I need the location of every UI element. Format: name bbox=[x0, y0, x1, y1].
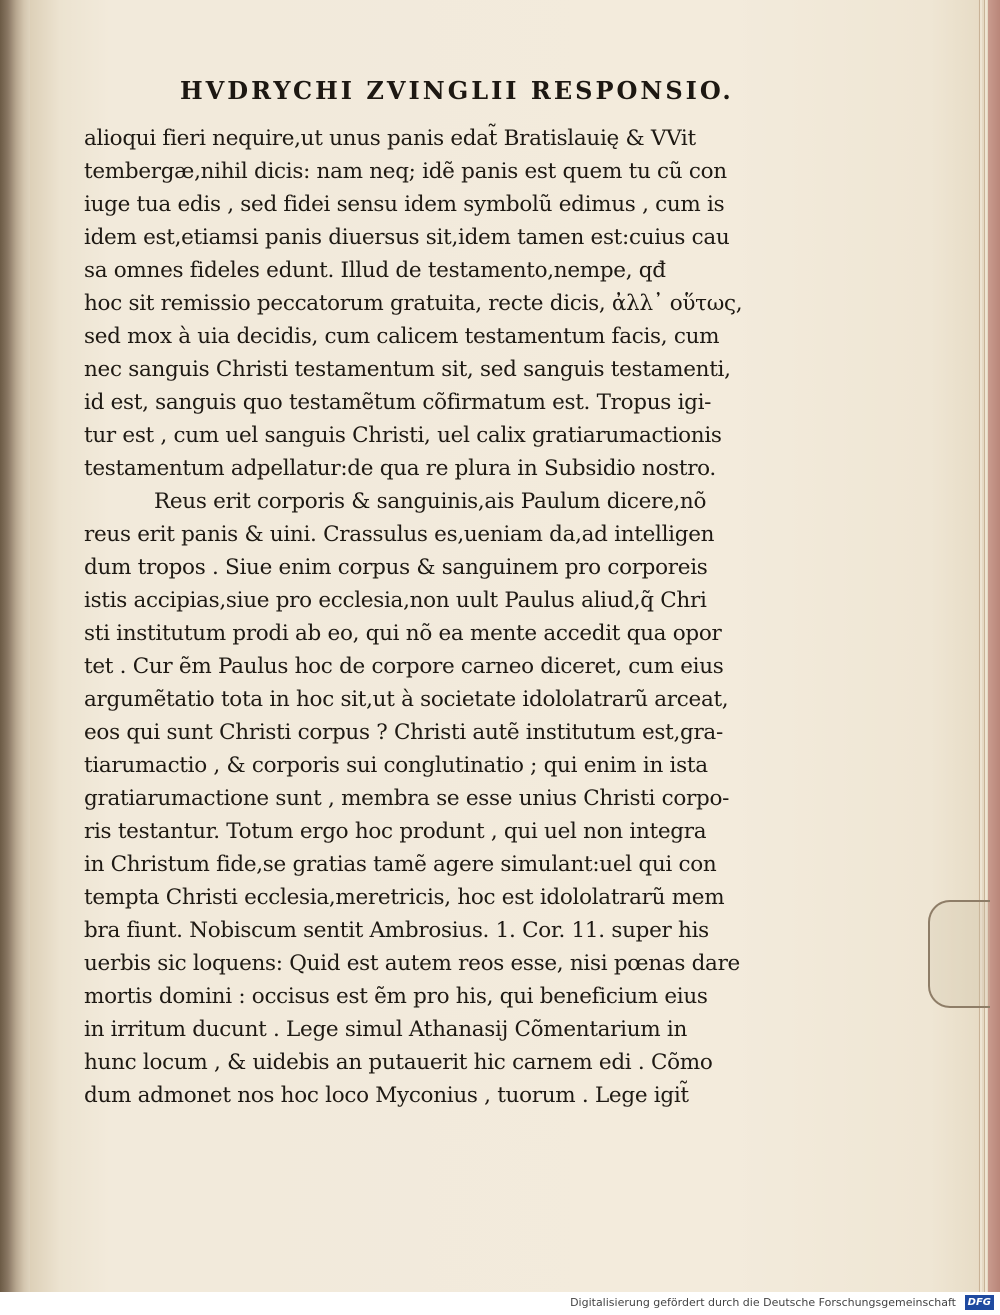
text-line: tet . Cur ẽm Paulus hoc de corpore carneo diceret, cum eius bbox=[84, 654, 724, 679]
text-line: idem est,etiamsi panis diuersus sit,idem tamen est:cuius cau bbox=[84, 225, 730, 250]
text-line: mortis domini : occisus est ẽm pro his, qui beneficium eius bbox=[84, 984, 708, 1009]
book-cover-edge bbox=[988, 0, 1000, 1292]
text-line: in Christum fide,se gratias tamẽ agere simulant:uel qui con bbox=[84, 852, 717, 877]
dfg-logo: DFG bbox=[965, 1295, 994, 1310]
text-line: nec sanguis Christi testamentum sit, sed sanguis testamenti, bbox=[84, 357, 731, 382]
text-line: gratiarumactione sunt , membra se esse unius Christi corpo- bbox=[84, 786, 730, 811]
text-line: iuge tua edis , sed fidei sensu idem symbolũ edimus , cum is bbox=[84, 192, 725, 217]
text-line: tiarumactio , & corporis sui conglutinatio ; qui enim in ista bbox=[84, 753, 708, 778]
text-line: eos qui sunt Christi corpus ? Christi autẽ institutum est,gra- bbox=[84, 720, 723, 745]
text-line: argumẽtatio tota in hoc sit,ut à societate idololatrarũ arceat, bbox=[84, 687, 729, 712]
text-line: reus erit panis & uini. Crassulus es,ueniam da,ad intelligen bbox=[84, 522, 715, 547]
text-line: bra fiunt. Nobiscum sentit Ambrosius. 1. Cor. 11. super his bbox=[84, 918, 709, 943]
text-line: istis accipias,siue pro ecclesia,non uult Paulus aliud,q̃ Chri bbox=[84, 588, 707, 613]
running-head: HVDRYCHI ZVINGLII RESPONSIO. bbox=[180, 76, 734, 105]
text-line: tembergæ,nihil dicis: nam neq; idẽ panis est quem tu cũ con bbox=[84, 159, 727, 184]
text-line: Reus erit corporis & sanguinis,ais Paulum dicere,nõ bbox=[154, 489, 707, 514]
footer-credit: Digitalisierung gefördert durch die Deutsche Forschungsgemeinschaft bbox=[570, 1296, 956, 1309]
text-line: sed mox à uia decidis, cum calicem testamentum facis, cum bbox=[84, 324, 720, 349]
text-line: dum tropos . Siue enim corpus & sanguinem pro corporeis bbox=[84, 555, 708, 580]
book-spine bbox=[0, 0, 34, 1292]
text-line: hoc sit remissio peccatorum gratuita, recte dicis, ἀλλ᾽ οὕτως, bbox=[84, 291, 743, 316]
text-line: tempta Christi ecclesia,meretricis, hoc est idololatrarũ mem bbox=[84, 885, 725, 910]
text-line: in irritum ducunt . Lege simul Athanasij Cõmentarium in bbox=[84, 1017, 688, 1042]
text-line: testamentum adpellatur:de qua re plura in Subsidio nostro. bbox=[84, 456, 716, 481]
text-line: ris testantur. Totum ergo hoc produnt , qui uel non integra bbox=[84, 819, 707, 844]
book-clasp bbox=[928, 900, 990, 1008]
text-line: sti institutum prodi ab eo, qui nõ ea mente accedit qua opor bbox=[84, 621, 722, 646]
text-line: hunc locum , & uidebis an putauerit hic carnem edi . Cõmo bbox=[84, 1050, 713, 1075]
body-text bbox=[84, 122, 744, 1112]
digitization-footer bbox=[0, 1292, 1000, 1315]
text-line: tur est , cum uel sanguis Christi, uel calix gratiarumactionis bbox=[84, 423, 722, 448]
text-line: dum admonet nos hoc loco Myconius , tuorum . Lege igit̃ bbox=[84, 1083, 689, 1108]
text-line: alioqui fieri nequire,ut unus panis edat̃ Bratislauię & VVit bbox=[84, 126, 696, 151]
text-line: uerbis sic loquens: Quid est autem reos esse, nisi pœnas dare bbox=[84, 951, 740, 976]
text-line: sa omnes fideles edunt. Illud de testamento,nempe, qđ bbox=[84, 258, 666, 283]
text-line: id est, sanguis quo testamẽtum cõfirmatum est. Tropus igi- bbox=[84, 390, 712, 415]
